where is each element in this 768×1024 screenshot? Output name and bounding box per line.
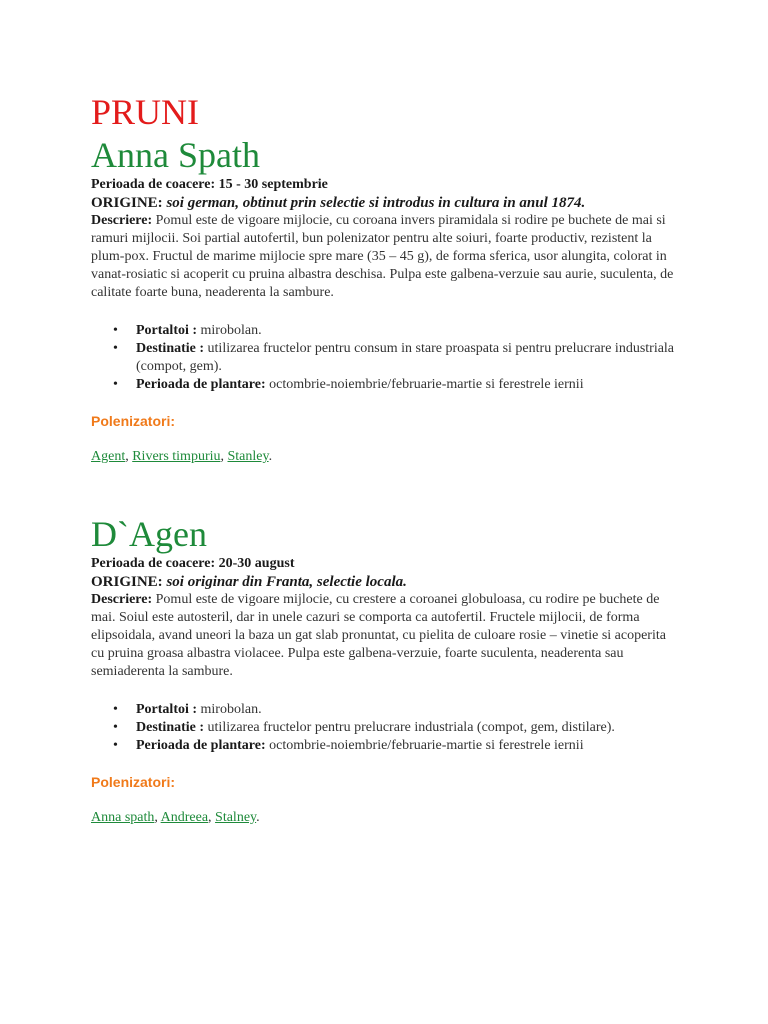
page-title: PRUNI <box>91 92 200 132</box>
ripening-period <box>91 555 681 573</box>
origin-line <box>91 573 681 591</box>
description-text: Pomul este de vigoare mijlocie, cu coroana invers piramidala si rodire pe buchete de mai si ramuri mijlocii. Soi partial autofertil, bun polenizator pentru alte soiuri, foarte productiv, rezistent la plum-pox. Fructul de marime mijlocie spre mare (35 – 45 g), de forma sferica, usor alungita, colorat in vanat-rosiatic si acoperit cu pruina albastra deschisa. Pulpa este galbena-verzuie sau aurie, suculenta, de calitate foarte buna, neaderenta la sambure. <box>91 213 674 300</box>
separator: , <box>154 810 161 825</box>
list-item <box>136 719 681 737</box>
pollinator-link-stalney[interactable]: Stalney <box>215 810 257 825</box>
origin-label: ORIGINE: <box>91 574 163 590</box>
variety-section-anna-spath <box>91 134 681 466</box>
pollinator-link-andreea[interactable]: Andreea <box>160 810 209 825</box>
destination-label: Destinatie : <box>136 341 205 356</box>
details-list <box>91 322 681 394</box>
details-list <box>91 701 681 755</box>
origin-value: soi originar din Franta, selectie locala. <box>166 574 407 590</box>
ripening-period <box>91 176 681 194</box>
pollinator-link-agent[interactable]: Agent <box>91 449 126 464</box>
pollinators-label: Polenizatori: <box>91 774 176 790</box>
description <box>91 591 681 681</box>
pollinators-label: Polenizatori: <box>91 413 176 429</box>
pollinator-link-stanley[interactable]: Stanley <box>227 449 269 464</box>
planting-label: Perioada de plantare: <box>136 738 266 753</box>
rootstock-label: Portaltoi : <box>136 323 198 338</box>
period: . <box>268 449 273 464</box>
ripening-label: Perioada de coacere: <box>91 556 216 571</box>
list-item <box>136 322 681 340</box>
description-text: Pomul este de vigoare mijlocie, cu crestere a coroanei globuloasa, cu rodire pe buchete de mai. Soiul este autosteril, dar in unele cazuri se comporta ca autofertil. Fructele mijlocii, de forma elipsoidala, avand uneori la baza un gat slab pronuntat, cu pielita de culoare rosie – vinetie si acoperita cu pruina groasa albastra violacee. Pulpa este galbena-verzuie, foarte suculenta, neaderenta sau semiaderenta la sambure. <box>91 592 666 679</box>
variety-title: D`Agen <box>91 514 207 554</box>
destination-label: Destinatie : <box>136 720 205 735</box>
separator: , <box>220 449 228 464</box>
list-item <box>136 376 681 394</box>
rootstock-value: mirobolan. <box>197 323 262 338</box>
origin-line <box>91 194 681 212</box>
rootstock-value: mirobolan. <box>197 702 262 717</box>
origin-value: soi german, obtinut prin selectie si introdus in cultura in anul 1874. <box>166 195 586 211</box>
pollinators-links <box>91 448 681 466</box>
planting-value: octombrie-noiembrie/februarie-martie si ferestrele iernii <box>265 738 584 753</box>
rootstock-label: Portaltoi : <box>136 702 198 717</box>
destination-value: utilizarea fructelor pentru prelucrare industriala (compot, gem, distilare). <box>204 720 615 735</box>
separator: , <box>208 810 216 825</box>
planting-value: octombrie-noiembrie/februarie-martie si ferestrele iernii <box>265 377 584 392</box>
pollinator-link-rivers-timpuriu[interactable]: Rivers timpuriu <box>132 449 221 464</box>
list-item <box>136 701 681 719</box>
pollinator-link-anna-spath[interactable]: Anna spath <box>91 810 155 825</box>
list-item <box>136 737 681 755</box>
planting-label: Perioada de plantare: <box>136 377 266 392</box>
ripening-value: 15 - 30 septembrie <box>215 177 328 192</box>
origin-label: ORIGINE: <box>91 195 163 211</box>
destination-value: utilizarea fructelor pentru consum in stare proaspata si pentru prelucrare industriala (compot, gem). <box>136 341 675 374</box>
description <box>91 212 681 302</box>
ripening-value: 20-30 august <box>215 556 295 571</box>
variety-section-dagen <box>91 513 681 827</box>
description-label: Descriere: <box>91 213 153 228</box>
period: . <box>256 810 260 825</box>
pollinators-links <box>91 809 681 827</box>
variety-title: Anna Spath <box>91 135 260 175</box>
list-item <box>136 340 681 376</box>
separator: , <box>125 449 133 464</box>
description-label: Descriere: <box>91 592 153 607</box>
ripening-label: Perioada de coacere: <box>91 177 216 192</box>
